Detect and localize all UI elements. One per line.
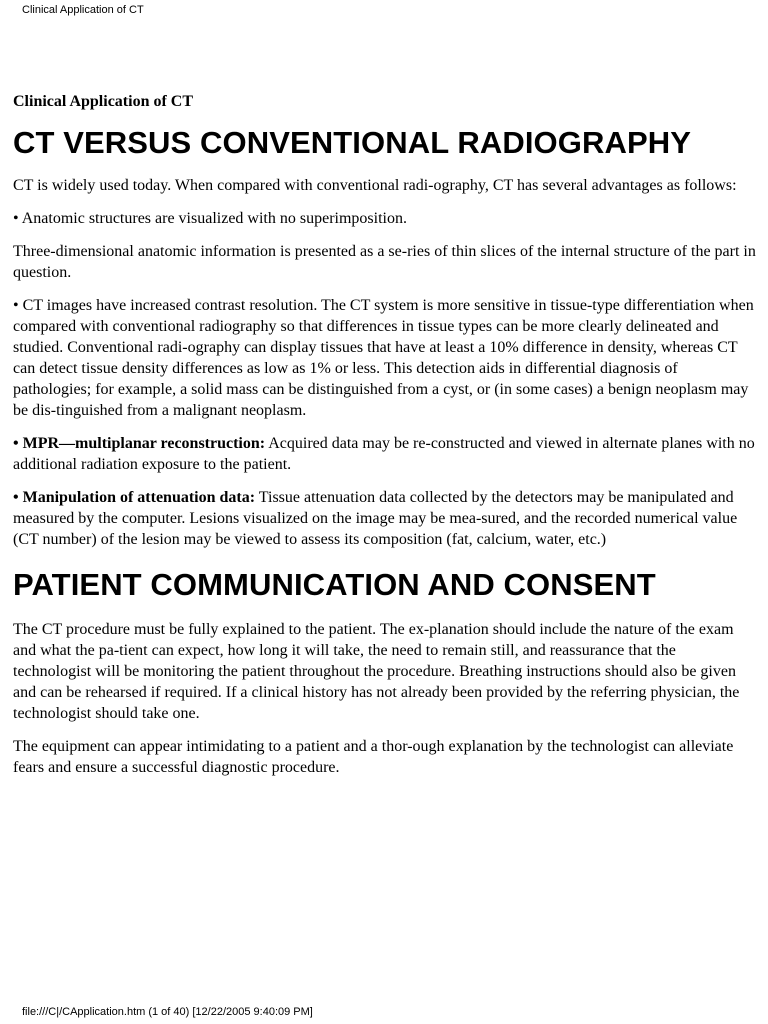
section-heading-patient-communication: PATIENT COMMUNICATION AND CONSENT [13,567,656,602]
bullet-attenuation-term: • Manipulation of attenuation data: [13,489,256,506]
bullet-mpr [13,433,758,475]
bullet-mpr-term: • MPR—multiplanar reconstruction: [13,435,266,452]
browser-print-footer: file:///C|/CApplication.htm (1 of 40) [12/22/2005 9:40:09 PM] [22,1006,313,1018]
bullet-superimposition: • Anatomic structures are visualized with no superimposition. [13,210,407,227]
paragraph-procedure-explained: The CT procedure must be fully explained to the patient. The ex-planation should include the nature of the exam and what the pa-tient can expect, how long it will take, the need to remain still, and reassurance that the technologist will be monitoring the patient throughout the procedure. Breathing instructions should also be given and can be rehearsed if required. If a clinical history has not already been provided by the referring physician, the technologist should take one. [13,621,740,722]
paragraph-equipment: The equipment can appear intimidating to a patient and a thor-ough explanation by the technologist can alleviate fears and ensure a successful diagnostic procedure. [13,738,734,776]
paragraph-intro: CT is widely used today. When compared with conventional radi-ography, CT has several advantages as follows: [13,177,737,194]
paragraph-three-dimensional: Three-dimensional anatomic information is presented as a se-ries of thin slices of the internal structure of the part in question. [13,243,756,281]
document-body [13,92,758,790]
bullet-attenuation [13,487,758,550]
bullet-mpr-text: Acquired data may be re-constructed and viewed in alternate planes with no additional radiation exposure to the patient. [13,435,755,473]
browser-print-header: Clinical Application of CT [22,4,144,16]
bullet-attenuation-text: Tissue attenuation data collected by the detectors may be manipulated and measured by the computer. Lesions visualized on the image may be mea-sured, and the recorded numerical value (CT number) of the lesion may be viewed to assess its composition (fat, calcium, water, etc.) [13,489,738,548]
bullet-contrast-resolution: • CT images have increased contrast resolution. The CT system is more sensitive in tissue-type differentiation when compared with conventional radiography so that differences in tissue types can be more clearly delineated and studied. Conventional radi-ography can display tissues that have at least a 10% difference in density, whereas CT can detect tissue density differences as low as 1% or less. This detection aids in differential diagnosis of pathologies; for example, a solid mass can be distinguished from a cyst, or (in some cases) a benign neoplasm may be dis-tinguished from a malignant neoplasm. [13,297,754,419]
section-heading-ct-vs-radiography: CT VERSUS CONVENTIONAL RADIOGRAPHY [13,125,691,160]
document-title: Clinical Application of CT [13,93,194,110]
